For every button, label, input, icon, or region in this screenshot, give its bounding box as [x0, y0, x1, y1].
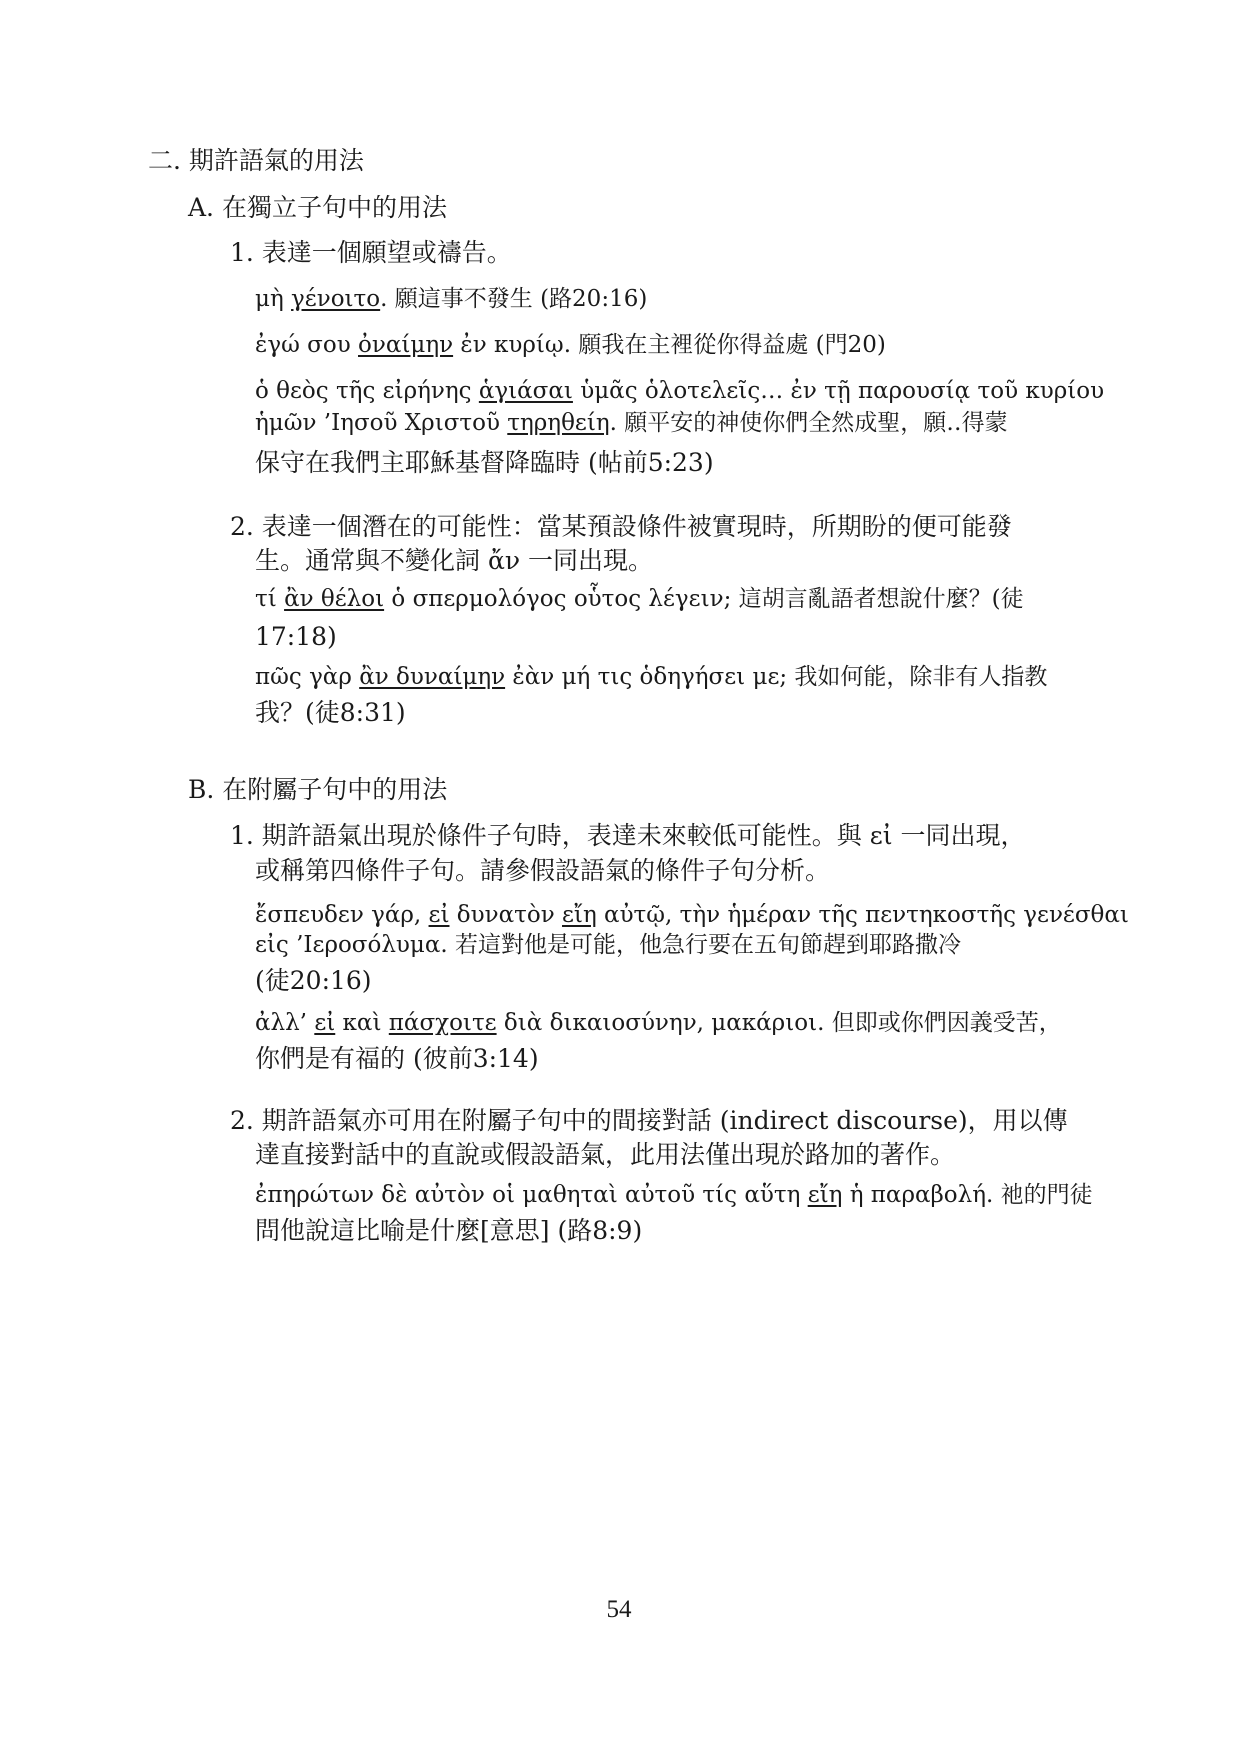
section-b-title: B. 在附屬子句中的用法	[188, 775, 448, 804]
section-heading: 二. 期許語氣的用法	[148, 146, 364, 175]
example-a2-2-line2: 我？(徒8:31)	[255, 698, 406, 727]
example-a1-3-line1: ὁ θεὸς τῆς εἰρήνης ἁγιάσαι ὑμᾶς ὁλοτελεῖς… ἐν τῇ παρουσίᾳ τοῦ κυρίου	[255, 378, 1105, 404]
item-a1-title: 1. 表達一個願望或禱告。	[230, 238, 512, 267]
item-b1-title-line2: 或稱第四條件子句。請參假設語氣的條件子句分析。	[255, 856, 831, 885]
example-b1-1-line1: ἔσπευδεν γάρ, εἰ δυνατὸν εἴη αὐτῷ, τὴν ἡμέραν τῆς πεντηκοστῆς γενέσθαι	[255, 902, 1129, 928]
example-b2-1-line2: 問他說這比喻是什麼[意思] (路8:9)	[255, 1216, 643, 1245]
item-a2-title-line1: 2. 表達一個潛在的可能性：當某預設條件被實現時，所期盼的便可能發	[230, 512, 1012, 541]
item-a2-title-line2: 生。通常與不變化詞 ἄν 一同出現。	[255, 546, 653, 575]
example-a1-1: μὴ γένοιτο. 願這事不發生 (路20:16)	[255, 286, 648, 312]
page-number: 54	[606, 1596, 632, 1623]
example-b1-2-line1: ἀλλ’ εἰ καὶ πάσχοιτε διὰ δικαιοσύνην, μακάριοι. 但即或你們因義受苦，	[255, 1010, 1062, 1036]
section-a-title: A. 在獨立子句中的用法	[188, 193, 447, 222]
example-a1-3-line3: 保守在我們主耶穌基督降臨時 (帖前5:23)	[255, 448, 714, 477]
example-b1-1-line2: εἰς ’Iεροσόλυμα. 若這對他是可能，他急行要在五旬節趕到耶路撒冷	[255, 932, 962, 958]
example-b1-2-line2: 你們是有福的 (彼前3:14)	[255, 1044, 539, 1073]
example-b1-1-line3: (徒20:16)	[255, 966, 372, 995]
example-b2-1-line1: ἐπηρώτων δὲ αὐτὸν οἱ μαθηταὶ αὐτοῦ τίς αὕτη εἴη ἡ παραβολή. 祂的門徒	[255, 1182, 1093, 1208]
example-a2-1-line1: τί ἂν θέλοι ὁ σπερμολόγος οὗτος λέγειν; 這胡言亂語者想說什麼？(徒	[255, 586, 1024, 612]
item-b2-title-line2: 達直接對話中的直說或假設語氣，此用法僅出現於路加的著作。	[255, 1140, 956, 1169]
example-a1-2: ἐγώ σου ὀναίμην ἐν κυρίῳ. 願我在主裡從你得益處 (門20)	[255, 332, 886, 358]
example-a1-3-line2: ἡμῶν ’Iησοῦ Xριστοῦ τηρηθείη. 願平安的神使你們全然成聖，願‥得蒙	[255, 410, 1008, 436]
item-b1-title-line1: 1. 期許語氣出現於條件子句時，表達未來較低可能性。與 εἰ 一同出現，	[230, 821, 1026, 850]
item-b2-title-line1: 2. 期許語氣亦可用在附屬子句中的間接對話 (indirect discourse)，用以傳	[230, 1106, 1068, 1135]
example-a2-1-line2: 17:18)	[255, 622, 337, 651]
example-a2-2-line1: πῶς γὰρ ἂν δυναίμην ἐὰν μή τις ὁδηγήσει με; 我如何能，除非有人指教	[255, 664, 1048, 690]
